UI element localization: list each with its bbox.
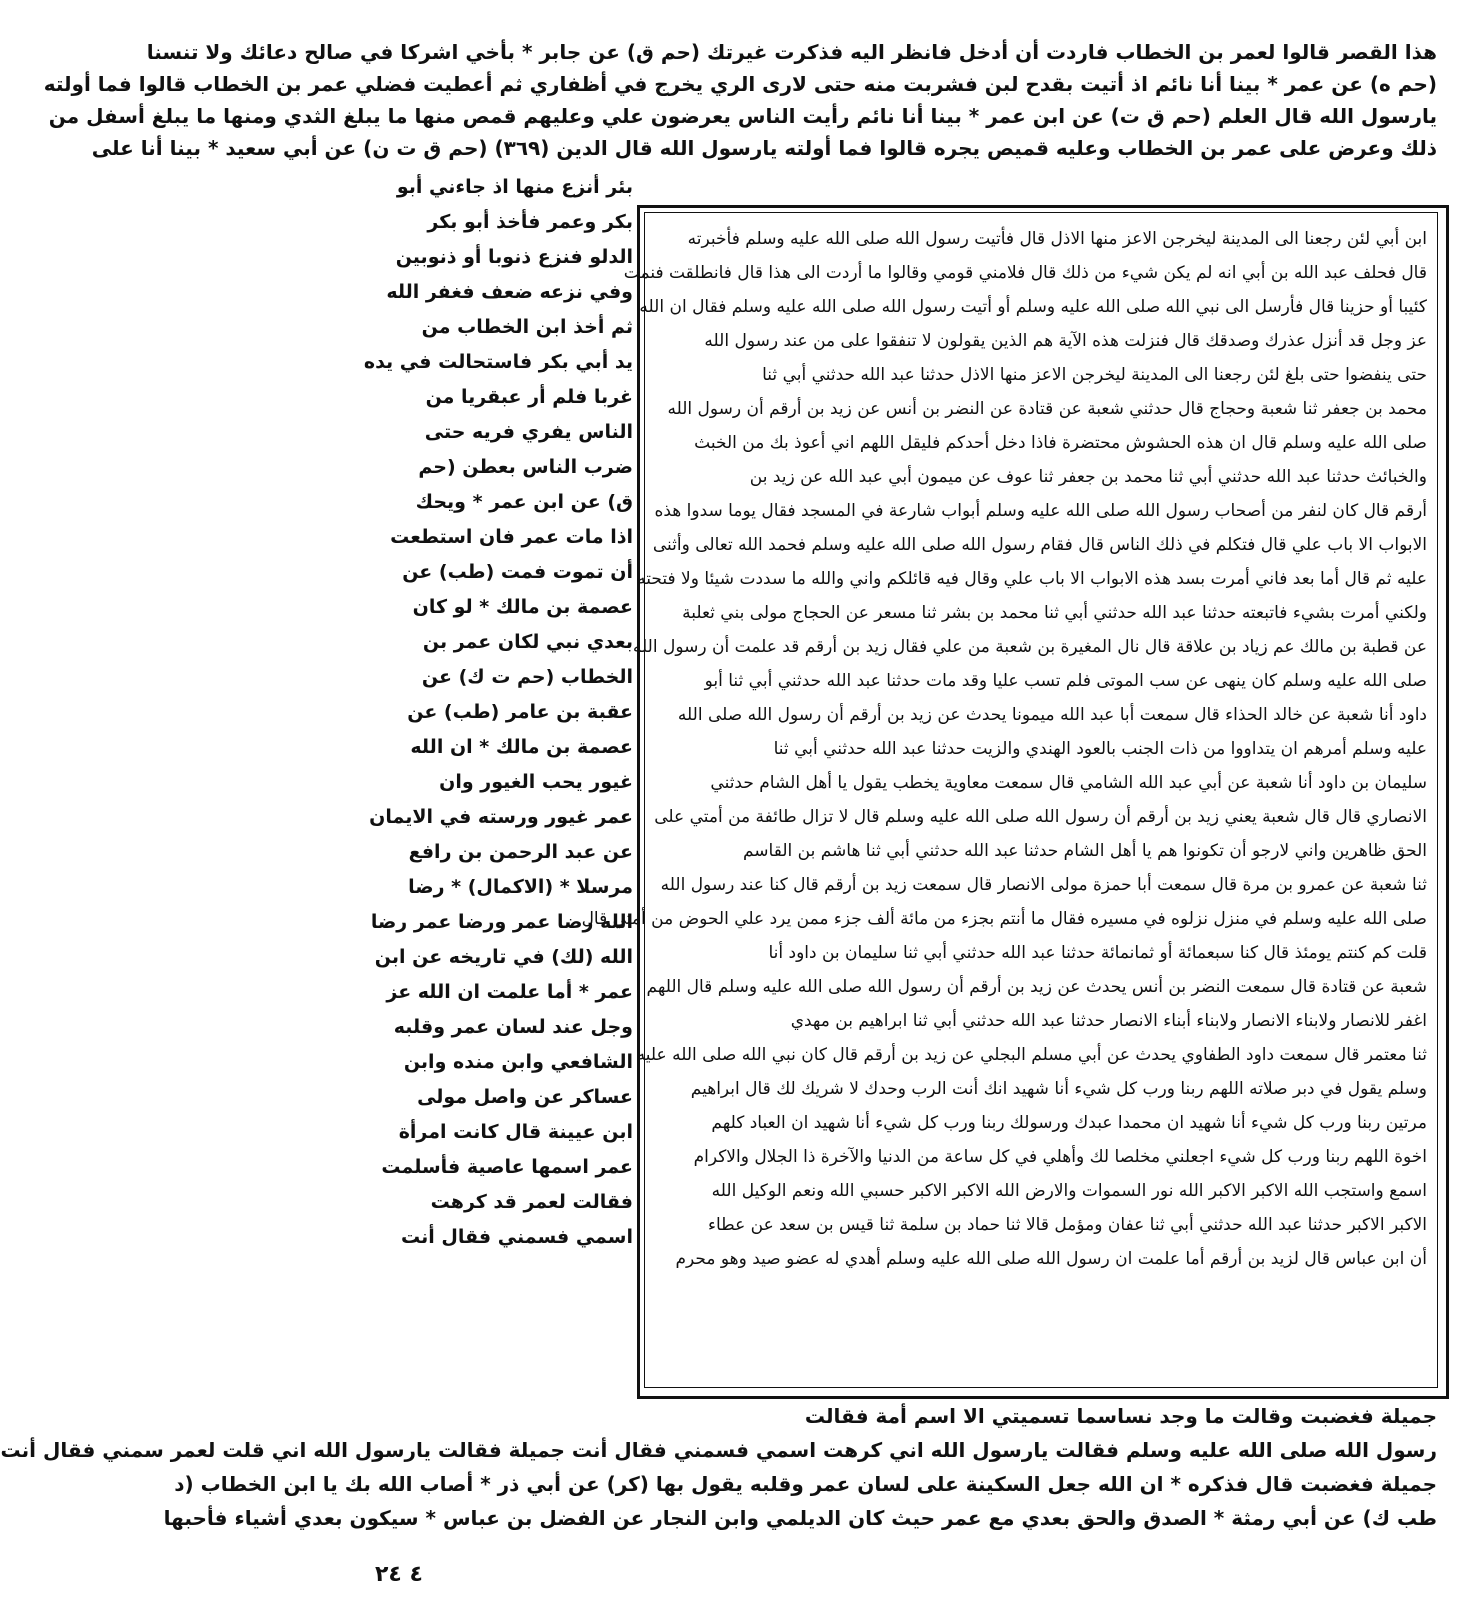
side-line: الخطاب (حم ت ك) عن <box>421 666 633 688</box>
side-line: فقالت لعمر قد كرهت <box>430 1191 633 1213</box>
side-line: عمر اسمها عاصية فأسلمت <box>381 1156 633 1178</box>
box-line: ثنا شعبة عن عمرو بن مرة قال سمعت أبا حمزة مولى الانصار قال سمعت زيد بن أرقم قال كنا عند رسول الله <box>660 875 1427 895</box>
side-line: مرسلا * (الاكمال) * رضا <box>408 876 633 898</box>
side-line: أن تموت فمت (طب) عن <box>402 561 633 583</box>
bottom-line-1: جميلة فغضبت وقالت ما وجد نساسما تسميتي الا اسم أمة فقالت <box>804 1404 1437 1428</box>
box-line: أن ابن عباس قال لزيد بن أرقم أما علمت ان رسول الله صلى الله عليه وسلم أهدي له عضو صيد وهو محرم <box>675 1249 1427 1269</box>
side-line: عمر * أما علمت ان الله عز <box>386 981 633 1003</box>
box-line: داود أنا شعبة عن خالد الحذاء قال سمعت أبا عبد الله ميمونا يحدث عن زيد بن أرقم أن رسول الله صلى الله <box>677 705 1427 725</box>
side-line: عن عبد الرحمن بن رافع <box>408 841 633 863</box>
box-line: عليه ثم قال أما بعد فاني أمرت بسد هذه الابواب الا باب علي وقال فيه قائلكم واني والله ما سددت شيئا ولا فتحته <box>637 569 1427 589</box>
side-line: بكر وعمر فأخذ أبو بكر <box>427 211 633 233</box>
side-line: اسمي فسمني فقال أنت <box>401 1226 633 1248</box>
box-line: مرتين ربنا ورب كل شيء أنا شهيد ان محمدا عبدك ورسولك ربنا ورب كل شيء أنا شهيد ان العباد كلهم <box>711 1113 1427 1133</box>
top-line-4: ذلك وعرض على عمر بن الخطاب وعليه قميص يجره قالوا فما أولته يارسول الله قال الدين (٣٦٩) (حم ق ت ن) عن أبي سعيد * بينا أنا على <box>91 136 1437 160</box>
box-line: شعبة عن قتادة قال سمعت النضر بن أنس يحدث عن زيد بن أرقم أن رسول الله صلى الله عليه وسلم قال اللهم <box>646 977 1427 997</box>
box-line: الانصاري قال قال شعبة يعني زيد بن أرقم أن رسول الله صلى الله عليه وسلم قال لا تزال طائفة من أمتي على <box>654 807 1427 827</box>
box-line: ثنا معتمر قال سمعت داود الطفاوي يحدث عن أبي مسلم البجلي عن زيد بن أرقم قال كان نبي الله صلى الله عليه <box>636 1045 1427 1065</box>
page-number: ٤ ٢٤ <box>375 1562 423 1587</box>
side-line: الله (لك) في تاريخه عن ابن <box>374 946 633 968</box>
side-line: الدلو فنزع ذنوبا أو ذنوبين <box>395 246 633 268</box>
box-line: عز وجل قد أنزل عذرك وصدقك قال فنزلت هذه الآية هم الذين يقولون لا تنفقوا على من عند رسول الله <box>704 331 1427 351</box>
side-line: عساكر عن واصل مولى <box>417 1086 633 1108</box>
bottom-line-3: جميلة فغضبت قال فذكره * ان الله جعل السكينة على لسان عمر وقلبه يقول بها (كر) عن أبي ذر * أصاب الله بك يا ابن الخطاب (د <box>174 1472 1437 1496</box>
box-line: عليه وسلم أمرهم ان يتداووا من ذات الجنب بالعود الهندي والزيت حدثنا عبد الله حدثني أبي ثنا <box>773 739 1427 759</box>
box-line: أرقم قال كان لنفر من أصحاب رسول الله صلى الله عليه وسلم أبواب شارعة في المسجد فقال يوما سدوا هذه <box>654 501 1427 521</box>
box-line: ولكني أمرت بشيء فاتبعته حدثنا عبد الله حدثني أبي ثنا محمد بن بشر ثنا مسعر عن الحجاج مولى بني ثعلبة <box>682 603 1427 623</box>
box-line: الاكبر الاكبر حدثنا عبد الله حدثني أبي ثنا عفان ومؤمل قالا ثنا حماد بن سلمة ثنا قيس بن سعد عن عطاء <box>707 1215 1427 1235</box>
box-line: اخوة اللهم ربنا ورب كل شيء اجعلني مخلصا لك وأهلي في كل ساعة من الدنيا والآخرة ذا الجلال والاكرام <box>693 1147 1427 1167</box>
side-line: يد أبي بكر فاستحالت في يده <box>363 351 633 373</box>
box-line: وسلم يقول في دبر صلاته اللهم ربنا ورب كل شيء أنا شهيد انك أنت الرب وحدك لا شريك لك قال ابراهيم <box>690 1079 1427 1099</box>
top-line-1: هذا القصر قالوا لعمر بن الخطاب فاردت أن أدخل فانظر اليه فذكرت غيرتك (حم ق) عن جابر * بأخي اشركا في صالح دعائك ولا تنسنا <box>146 40 1437 64</box>
side-line: ثم أخذ ابن الخطاب من <box>421 316 633 338</box>
box-line: والخبائث حدثنا عبد الله حدثني أبي ثنا محمد بن جعفر ثنا عوف عن ميمون أبي عبد الله عن زيد بن <box>749 467 1427 487</box>
bottom-line-4: طب ك) عن أبي رمثة * الصدق والحق بعدي مع عمر حيث كان الديلمي وابن النجار عن الفضل بن عباس * سيكون بعدي أشياء فأحبها <box>163 1506 1437 1530</box>
top-line-3: يارسول الله قال العلم (حم ق ت) عن ابن عمر * بينا أنا نائم رأيت الناس يعرضون علي وعليهم قمص منها ما يبلغ الثدي ومنها ما يبلغ أسفل من <box>48 104 1437 128</box>
box-line: صلى الله عليه وسلم كان ينهى عن سب الموتى فلم تسب عليا وقد مات حدثنا عبد الله حدثني أبي ثنا أبو <box>704 671 1427 691</box>
side-line: الله رضا عمر ورضا عمر رضا <box>370 911 633 933</box>
box-line: قال فحلف عبد الله بن أبي انه لم يكن شيء من ذلك قال فلامني قومي وقالوا ما أردت الى هذا قال فانطلقت فنمت <box>623 263 1427 283</box>
bottom-line-2: رسول الله صلى الله عليه وسلم فقالت يارسول الله اني كرهت اسمي فسمني فقال أنت جميلة فقالت يارسول الله اني قلت لعمر سمني فقال أنت <box>0 1438 1437 1462</box>
side-line: الناس يفري فريه حتى <box>424 421 633 443</box>
side-line: اذا مات عمر فان استطعت <box>390 526 633 548</box>
box-line: صلى الله عليه وسلم قال ان هذه الحشوش محتضرة فاذا دخل أحدكم فليقل اللهم اني أعوذ بك من الخبث <box>694 433 1427 453</box>
side-line: غربا فلم أر عبقريا من <box>425 386 633 408</box>
box-line: محمد بن جعفر ثنا شعبة وحجاج قال حدثني شعبة عن قتادة عن النضر بن أنس عن زيد بن أرقم أن رسول الله <box>667 399 1427 419</box>
box-line: اسمع واستجب الله الاكبر الاكبر الله نور السموات والارض الله الاكبر الاكبر حسبي الله ونعم الوكيل الله <box>711 1181 1427 1201</box>
side-line: عقبة بن عامر (طب) عن <box>407 701 633 723</box>
side-line: بعدي نبي لكان عمر بن <box>422 631 633 653</box>
side-line: وفي نزعه ضعف فغفر الله <box>386 281 633 303</box>
box-line: عن قطبة بن مالك عم زياد بن علاقة قال نال المغيرة بن شعبة من علي فقال زيد بن أرقم قد علمت أن رسول الله <box>632 637 1427 657</box>
box-line: ابن أبي لئن رجعنا الى المدينة ليخرجن الاعز منها الاذل قال فأتيت رسول الله صلى الله عليه وسلم فأخبرته <box>687 229 1427 249</box>
side-line: عمر غيور ورسته في الايمان <box>369 806 633 828</box>
box-line: قلت كم كنتم يومئذ قال كنا سبعمائة أو ثمانمائة حدثنا عبد الله حدثني أبي ثنا سليمان بن داود أنا <box>768 943 1427 963</box>
box-line: الحق ظاهرين واني لارجو أن تكونوا هم يا أهل الشام حدثنا عبد الله حدثني أبي ثنا هاشم بن القاسم <box>742 841 1427 861</box>
side-line: الشافعي وابن منده وابن <box>403 1051 633 1073</box>
top-line-2: (حم ه) عن عمر * بينا أنا نائم اذ أتيت بقدح لبن فشربت منه حتى لارى الري يخرج في أظفاري ثم أعطيت فضلي عمر بن الخطاب قالوا فما أولته <box>43 72 1437 96</box>
box-line: الابواب الا باب علي قال فتكلم في ذلك الناس قال فقام رسول الله صلى الله عليه وسلم فحمد الله تعالى وأثنى <box>652 535 1427 555</box>
side-line: عصمة بن مالك * لو كان <box>412 596 633 618</box>
side-line: ابن عيينة قال كانت امرأة <box>398 1121 633 1143</box>
side-line: غيور يحب الغيور وان <box>439 771 633 793</box>
box-line: كئيبا أو حزينا قال فأرسل الى نبي الله صلى الله عليه وسلم أو أتيت رسول الله صلى الله عليه وسلم فقال ان الله <box>639 297 1427 317</box>
box-line: سليمان بن داود أنا شعبة عن أبي عبد الله الشامي قال سمعت معاوية يخطب يقول يا أهل الشام حدثني <box>710 773 1427 793</box>
box-line: اغفر للانصار ولابناء الانصار ولابناء أبناء الانصار حدثنا عبد الله حدثني أبي ثنا ابراهيم بن مهدي <box>790 1011 1427 1031</box>
side-line: ضرب الناس بعطن (حم <box>418 456 633 478</box>
side-line: ق) عن ابن عمر * ويحك <box>415 491 633 513</box>
box-line: حتى ينفضوا حتى بلغ لئن رجعنا الى المدينة ليخرجن الاعز منها الاذل حدثنا عبد الله حدثني أبي ثنا <box>762 365 1427 385</box>
side-line: بئر أنزع منها اذ جاءني أبو <box>396 176 633 198</box>
side-line: عصمة بن مالك * ان الله <box>410 736 633 758</box>
box-line: صلى الله عليه وسلم في منزل نزلوه في مسيره فقال ما أنتم بجزء من مائة ألف جزء ممن يرد علي الحوض من أمتي قال <box>581 909 1427 929</box>
side-line: وجل عند لسان عمر وقلبه <box>393 1016 633 1038</box>
